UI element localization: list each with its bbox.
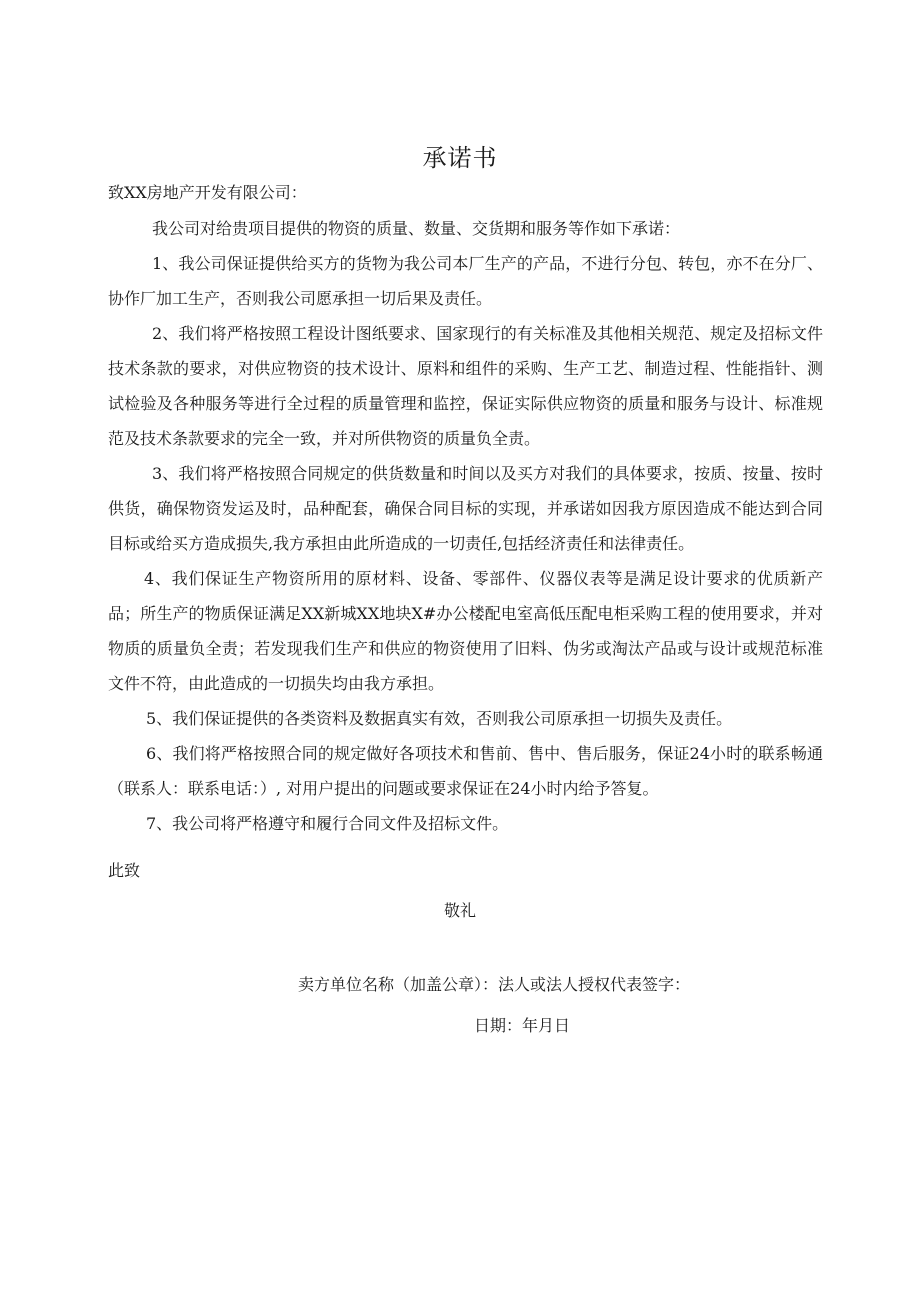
signature-line: 卖方单位名称（加盖公章）：法人或法人授权代表签字： (298, 975, 691, 994)
commitment-item-6: 6、我们将严格按照合同的规定做好各项技术和售前、售中、售后服务，保证24小时的联系畅通（联系人：联系电话：）, 对用户提出的问题或要求保证在24小时内给予答复。 (108, 744, 823, 798)
commitment-item-2: 2、我们将严格按照工程设计图纸要求、国家现行的有关标准及其他相关规范、规定及招标文件技术条款的要求，对供应物资的技术设计、原料和组件的采购、生产工艺、制造过程、性能指针、测试检验及各种服务等进行全过程的质量管理和监控，保证实际供应物资的质量和服务与设计、标准规范及技术条款要求的完全一致，并对所供物资的质量负全责。 (108, 324, 823, 448)
closing-text: 此致 (108, 861, 141, 880)
commitment-item-4: 4、我们保证生产物资所用的原材料、设备、零部件、仪器仪表等是满足设计要求的优质新产品；所生产的物质保证满足XX新城XX地块X#办公楼配电室高低压配电柜采购工程的使用要求，并对物质的质量负全责；若发现我们生产和供应的物资使用了旧料、伪劣或淘汰产品或与设计或规范标准文件不符，由此造成的一切损失均由我方承担。 (108, 569, 823, 693)
document-body (108, 211, 823, 841)
commitment-item-3: 3、我们将严格按照合同规定的供货数量和时间以及买方对我们的具体要求，按质、按量、按时供货，确保物资发运及时，品种配套，确保合同目标的实现，并承诺如因我方原因造成不能达到合同目标或给买方造成损失,我方承担由此所造成的一切责任,包括经济责任和法律责任。 (108, 464, 823, 553)
commitment-item-5: 5、我们保证提供的各类资料及数据真实有效，否则我公司原承担一切损失及责任。 (146, 709, 733, 728)
intro-paragraph: 我公司对给贵项目提供的物资的质量、数量、交货期和服务等作如下承诺： (152, 219, 681, 238)
commitment-item-7: 7、我公司将严格遵守和履行合同文件及招标文件。 (146, 814, 509, 833)
salutation: 致XX房地产开发有限公司： (108, 183, 307, 202)
date-line: 日期：年月日 (474, 1016, 571, 1035)
document-title: 承诺书 (422, 144, 498, 172)
regards-text: 敬礼 (443, 901, 476, 920)
commitment-item-1: 1、我公司保证提供给买方的货物为我公司本厂生产的产品，不进行分包、转包，亦不在分厂、协作厂加工生产，否则我公司愿承担一切后果及责任。 (108, 254, 823, 308)
